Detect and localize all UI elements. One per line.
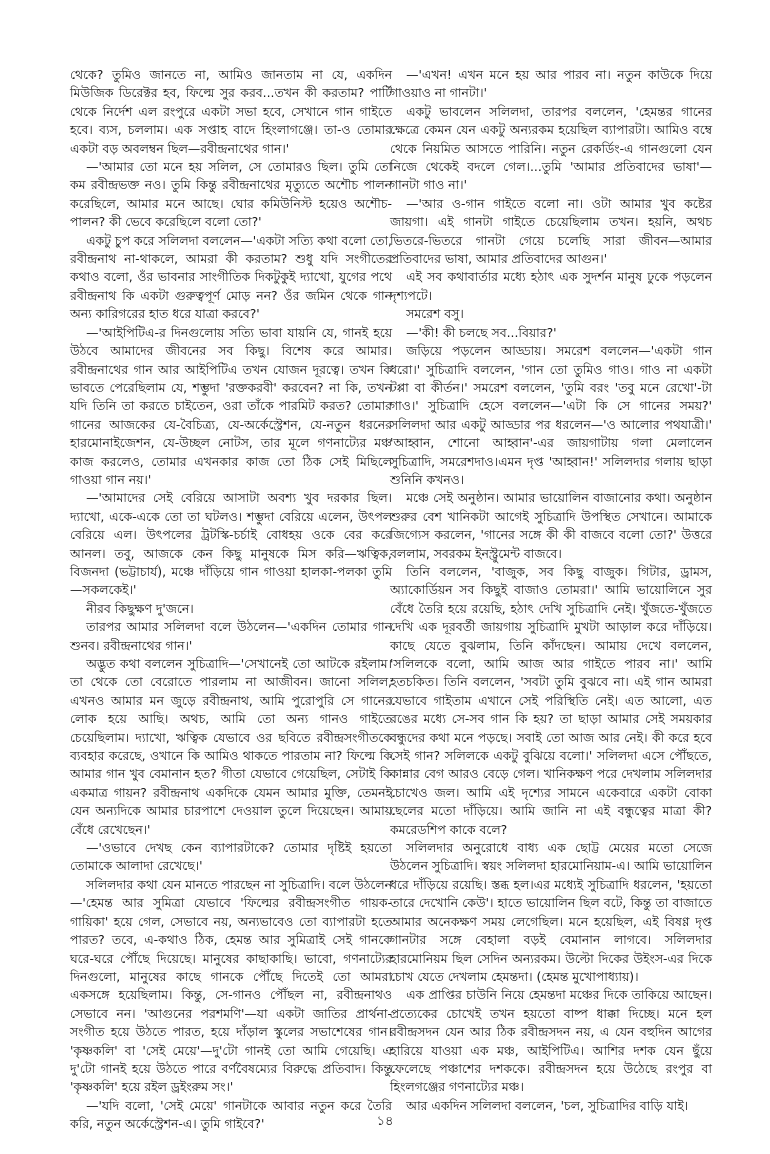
right-column — [390, 66, 712, 1115]
paragraph: —'আমার তো মনে হয় সলিল, সে তোমারও ছিল। তুমি তো কম রবীন্দ্রভক্ত নও। তুমি কিন্তু রবীন্দ্রনাথের মৃত্যুতে অশৌচ পালন করেছিলে, আমার মনে আছে। ঘোর কমিউনিস্ট হয়েও অশৌচ-পালন? কী ভেবে করেছিলে বলো তো?' — [70, 159, 392, 230]
paragraph: আর একদিন সলিলদা বললেন, 'চল, সুচিত্রাদির বাড়ি যাই। — [406, 1097, 689, 1113]
paragraph: তিনি বললেন, 'বাজুক, সব কিছু বাজুক। গিটার, ড্রামস, অ্যাকোর্ডিয়ন সব কিছুই বাজাও তোমরা।' আমি ভায়োলিনে সুর বেঁধে তৈরি হয়ে রয়েছি, হঠাৎ দেখি সুচিত্রাদি নেই। খুঁজতে-খুঁজতে দেখি এক দূরবর্তী জায়গায় সুচিত্রাদি মুখটা আড়াল করে দাঁড়িয়ে। কাছে যেতে বুঝলাম, তিনি কাঁদছেন। আমায় দেখে বললেন, 'সলিলকে বলো, আমি আজ আর গাইতে পারব না।' আমি হতচকিত। তিনি বললেন, 'সবটা তুমি বুঝবে না। এই গান আমরা যেভাবে গাইতাম এখানে সেই পরিস্থিতি নেই। এত আলো, এত রঙের মধ্যে সে-সব গান কি হয়? তা ছাড়া আমার সেই সময়কার বন্ধুদের কথা মনে পড়ছে। সবাই তো আজ আর নেই। কী করে হবে সেই গান? সলিলকে একটু বুঝিয়ে বলো।' সলিলদা এসে পৌঁছতে, কান্নার বেগ আরও বেড়ে গেল। খানিকক্ষণ পরে দেখলাম সলিলদার চোখেও জল। আমি এই দৃশ্যের সামনে একেবারে একটা বোকা ছেলের মতো দাঁড়িয়ে। আমি জানি না এই বন্ধুত্বের মাত্রা কী? কমরেডশিপ কাকে বলে? — [390, 563, 712, 837]
paragraph: একটু ভাবলেন সলিলদা, তারপর বললেন, 'হেমন্তর গানের ক্ষেত্রে কেমন যেন একটু অন্যরকম হয়েছিল ব্যাপারটা। আমিও বম্বে থেকে নিয়মিত আসতে পারিনি। নতুন রেকর্ডিং-এ গানগুলো যেন নিজে থেকেই বদলে গেল।...তুমি 'আমার প্রতিবাদের ভাষা'—গানটা গাও না।' — [390, 103, 712, 193]
paragraph: —'এখন! এখন মনে হয় আর পারব না। নতুন কাউকে দিয়ে গাওয়াও না গানটা।' — [390, 67, 712, 101]
left-column — [70, 66, 392, 1134]
paragraph: জড়িয়ে পড়লেন আড্ডায়। সমরেশ বললেন—'একটা গান ধরো।' সুচিত্রাদি বললেন, 'গান তো তুমিও গাও। গাও না একটা টপ্পা বা কীর্তন।' সমরেশ বললেন, 'তুমি বরং 'তবু মনে রেখো'-টা গাও।' সুচিত্রাদি হেসে বললেন—'এটা কি সে গানের সময়?' সলিলদা আর একটু আড্ডার পর ধরলেন—'ও আলোর পথযাত্রী।' 'আহ্বান, শোনো আহ্বান'-এর জায়গাটায় গলা মেলালেন সুচিত্রাদি, সমরেশদাও।এমন দৃপ্ত 'আহ্বান!' সলিলদার গলায় ছাড়া শুনিনি কখনও। — [390, 343, 712, 487]
paragraph: —'আইপিটিএ-র দিনগুলোয় সত্যি ভাবা যায়নি যে, গানই হয়ে উঠবে আমাদের জীবনের সব কিছু। বিশেষ করে আমার। রবীন্দ্রনাথের গান আর আইপিটিএ তখন যোজন দূরত্বে। তখন কি ভাবতে পেরেছিলাম যে, শম্ভুদা 'রক্তকরবী' করবেন? না কি, তখন যদি তিনি তা করতে চাইতেন, ওরা তাঁকে পারমিট করত? তোমার গানের আজকের যে-বৈচিত্র্য, যে-অর্কেস্ট্রেশন, যে-নতুন ধরনের হারমোনাইজেশন, যে-উচ্ছল নোটস, তার মূলে গণনাট্যের মঞ্চ কাজ করলেও, তোমার এখনকার কাজ তো ঠিক সেই মিছিলে গাওয়া গান নয়।' — [70, 324, 392, 487]
page-number: ১৪ — [376, 1114, 394, 1129]
paragraph: এই সব কথাবার্তার মধ্যে হঠাৎ এক সুদর্শন মানুষ ঢুকে পড়লেন দৃশ্যপটে। — [390, 269, 712, 303]
paragraph: অদ্ভুত কথা বললেন সুচিত্রাদি—'সেখানেই তো আটকে রইলাম। তা থেকে তো বেরোতে পারলাম না আজীবন। জানো সলিল, এখনও আমার মন জুড়ে রবীন্দ্রনাথ, আমি পুরোপুরি সে গানের লোক হয়ে আছি। অথচ, আমি তো অন্য গানও গাইতে চেয়েছিলাম। দ্যাখো, ঋত্বিক যেভাবে ওর ছবিতে রবীন্দ্রসংগীতকে ব্যবহার করেছে, ওখানে কি আমিও থাকতে পারতাম না? ফিল্মে কি আমার গান খুব বেমানান হত? গীতা যেভাবে গেয়েছিল, সেটাই কি একমাত্র গায়ন? রবীন্দ্রনাথ একদিকে যেমন আমার মুক্তি, তেমনই যেন অন্যদিকে আমার চারপাশে দেওয়াল তুলে দিয়েছেন। আমায় বেঁধে রেখেছেন।' — [70, 656, 392, 837]
paragraph: সলিলদার কথা যেন মানতে পারছেন না সুচিত্রাদি। বলে উঠলেন—'হেমন্ত আর সুমিত্রা যেভাবে 'ফিল্মের রবীন্দ্রসংগীত গায়ক-গায়িকা' হয়ে গেল, সেভাবে নয়, অন্যভাবেও তো ব্যাপারটা হতে পারত? তবে, এ-কথাও ঠিক, হেমন্ত আর সুমিত্রাই সেই গানকে ঘরে-ঘরে পৌঁছে দিয়েছে। মানুষের কাছাকাছি। ভাবো, গণনাট্যের দিনগুলো, মানুষের কাছে গানকে পৌঁছে দিতেই তো আমরা একসঙ্গে হয়েছিলাম। কিন্তু, সে-গানও পৌঁছল না, রবীন্দ্রনাথও সেভাবে নন। 'আগুনের পরশমণি'—যা একটা জাতির প্রার্থনা-সংগীত হয়ে উঠতে পারত, হয়ে দাঁড়াল স্কুলের সভাশেষের গান। 'কৃষ্ণকলি' বা 'সেই মেয়ে'—দু'টো গানই তো আমি গেয়েছি। এ দু'টো গানই হয়ে উঠতে পারে বর্ণবৈষম্যের বিরুদ্ধে প্রতিবাদ। কিন্তু 'কৃষ্ণকলি' হয়ে রইল ড্রইংরুম সং।' — [70, 876, 392, 1095]
paragraph: —'ওভাবে দেখছ কেন ব্যাপারটাকে? তোমার দৃষ্টিই হয়তো তোমাকে আলাদা রেখেছে।' — [70, 840, 392, 874]
paragraph: —'যদি বলো, 'সেই মেয়ে' গানটাকে আবার নতুন করে তৈরি করি, নতুন অর্কেস্ট্রেশন-এ। তুমি গাইবে?' — [70, 1097, 392, 1132]
paragraph: সলিলদার অনুরোধে বাধ্য এক ছোট্ট মেয়ের মতো সেজে উঠলেন সুচিত্রাদি। স্বয়ং সলিলদা হারমোনিয়াম-এ। আমি ভায়োলিন ধরে দাঁড়িয়ে রয়েছি। স্তব্ধ হল।এর মধ্যেই সুচিত্রাদি ধরলেন, 'হয়তো তারে দেখোনি কেউ'। হাতে ভায়োলিন ছিল বটে, কিন্তু তা বাজাতে আমার অনেকক্ষণ সময় লেগেছিল। মনে হয়েছিল, এই বিষণ্ণ দৃপ্ত গানটার সঙ্গে বেহালা বড়ই বেমানান লাগবে। সলিলদার হারমোনিয়ম ছিল সেদিন অন্যরকম। উল্টো দিকের উইংস-এর দিকে চোখ যেতে দেখলাম হেমন্তদা। (হেমন্ত মুখোপাধ্যায়)। — [390, 840, 712, 984]
paragraph: মঞ্চে সেই অনুষ্ঠান। আমার ভায়োলিন বাজানোর কথা। অনুষ্ঠান শুরুর বেশ খানিকটা আগেই সুচিত্রাদি উপস্থিত সেখানে। আমাকে জিগ্যেস করলেন, 'গানের সঙ্গে কী কী বাজবে বলো তো?' উত্তরে বললাম, সবরকম ইনস্ট্রুমেন্ট বাজবে। — [390, 490, 712, 561]
paragraph: একটু চুপ করে সলিলদা বললেন—'একটা সত্যি কথা বলো তো, রবীন্দ্রনাথ না-থাকলে, আমরা কী করতাম? শুধু যদি সংগীতের কথাও বলো, ওঁর ভাবনার সাংগীতিক দিকটুকুই দ্যাখো, যুগের পথে রবীন্দ্রনাথ কি একটা গুরুত্বপূর্ণ মোড় নন? ওঁর জমিন থেকে গান অন্য কারিগরের হাত ধরে যাত্রা করবে?' — [70, 232, 392, 322]
paragraph: —'আমাদের সেই বেরিয়ে আসাটা অবশ্য খুব দরকার ছিল। দ্যাখো, একে-একে তো তা ঘটলও। শম্ভুদা বেরিয়ে এলেন, উৎপল বেরিয়ে এল। উৎপলের ট্রটস্কি-চর্চাই বোধহয় ওকে বের করে আনল। তবু, আজকে কেন কিছু মানুষকে মিস করি—ঋত্বিক, বিজনদা (ভট্টাচার্য), মঞ্চে দাঁড়িয়ে গান গাওয়া হালকা-পলকা তুমি—সকলকেই।' — [70, 490, 392, 598]
paragraph: —'আর ও-গান গাইতে বলো না। ওটা আমার খুব কষ্টের জায়গা। এই গানটা গাইতে চেয়েছিলাম তখন। হয়নি, অথচ ভিতরে-ভিতরে গানটা গেয়ে চলেছি সারা জীবন—আমার প্রতিবাদের ভাষা, আমার প্রতিবাদের আগুন।' — [390, 195, 712, 267]
paragraph: থেকে? তুমিও জানতে না, আমিও জানতাম না যে, একদিন মিউজিক ডিরেক্টর হব, ফিল্মে সুর করব...তখন কী করতাম? পার্টি থেকে নির্দেশ এল রংপুরে একটা সভা হবে, সেখানে গান গাইতে হবে। ব্যস, চললাম। এক সপ্তাহ বাদে হিংলাগঞ্জে। তা-ও তোমার একটা বড় অবলম্বন ছিল—রবীন্দ্রনাথের গান।' — [70, 67, 392, 156]
paragraph: সমরেশ বসু। — [406, 306, 464, 322]
paragraph: —'কী! কী চলছে সব...বিয়ার?' — [406, 324, 557, 340]
paragraph: এক প্রাপ্তির চাউনি নিয়ে হেমন্তদা মঞ্চের দিকে তাকিয়ে আছেন। প্রত্যেকের চোখেই তখন হয়তো বাষ্প ধাক্কা দিচ্ছে। মনে হল রবীন্দ্রসদন যেন আর ঠিক রবীন্দ্রসদন নয়, এ যেন বহুদিন আগের হারিয়ে যাওয়া এক মঞ্চ, আইপিটিএ। আশির দশক যেন ছুঁয়ে ফেলেছে পঞ্চাশের দশককে। রবীন্দ্রসদন হয়ে উঠেছে রংপুর বা হিংলগঞ্জের গণনাট্যের মঞ্চ। — [390, 987, 712, 1095]
paragraph: নীরব কিছুক্ষণ দু'জনে। — [86, 600, 194, 616]
paragraph: তারপর আমার সলিলদা বলে উঠলেন—'একদিন তোমার গান শুনব। রবীন্দ্রনাথের গান।' — [70, 619, 392, 653]
